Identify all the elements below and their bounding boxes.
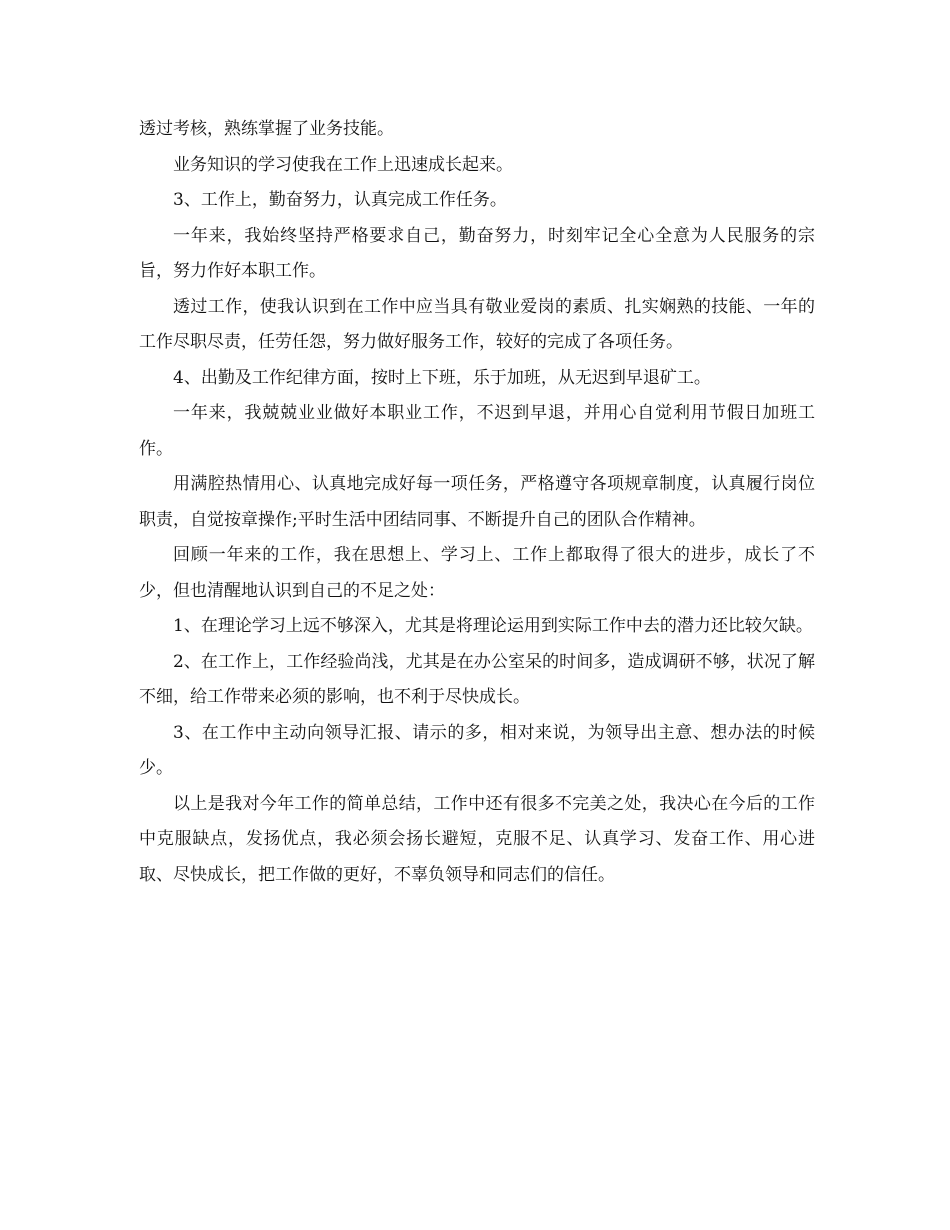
paragraph: 4、出勤及工作纪律方面，按时上下班，乐于加班，从无迟到早退矿工。: [173, 367, 711, 388]
paragraph: 以上是我对今年工作的简单总结，工作中还有很多不完美之处，我决心在今后的工作中克服缺点，发扬优点，我必须会扬长避短，克服不足、认真学习、发奋工作、用心进取、尽快成长，把工作做的更好，不辜负领导和同志们的信任。: [139, 793, 815, 885]
paragraph: 一年来，我兢兢业业做好本职业工作，不迟到早退，并用心自觉利用节假日加班工作。: [139, 403, 815, 459]
paragraph: 业务知识的学习使我在工作上迅速成长起来。: [173, 154, 513, 175]
paragraph: 2、在工作上，工作经验尚浅，尤其是在办公室呆的时间多，造成调研不够，状况了解不细，给工作带来必须的影响，也不利于尽快成长。: [139, 651, 815, 707]
paragraph: 透过工作，使我认识到在工作中应当具有敬业爱岗的素质、扎实娴熟的技能、一年的工作尽职尽责，任劳任怨，努力做好服务工作，较好的完成了各项任务。: [139, 296, 815, 352]
paragraph: 3、工作上，勤奋努力，认真完成工作任务。: [173, 190, 507, 210]
document-body: [139, 112, 815, 893]
paragraph: 3、在工作中主动向领导汇报、请示的多，相对来说，为领导出主意、想办法的时候少。: [139, 722, 815, 778]
paragraph: 一年来，我始终坚持严格要求自己，勤奋努力，时刻牢记全心全意为人民服务的宗旨，努力作好本职工作。: [139, 225, 815, 281]
paragraph: 1、在理论学习上远不够深入，尤其是将理论运用到实际工作中去的潜力还比较欠缺。: [173, 616, 813, 636]
paragraph: 透过考核，熟练掌握了业务技能。: [139, 119, 394, 139]
paragraph: 回顾一年来的工作，我在思想上、学习上、工作上都取得了很大的进步，成长了不少，但也清醒地认识到自己的不足之处：: [139, 545, 815, 601]
paragraph: 用满腔热情用心、认真地完成好每一项任务，严格遵守各项规章制度，认真履行岗位职责，自觉按章操作;平时生活中团结同事、不断提升自己的团队合作精神。: [139, 474, 815, 530]
